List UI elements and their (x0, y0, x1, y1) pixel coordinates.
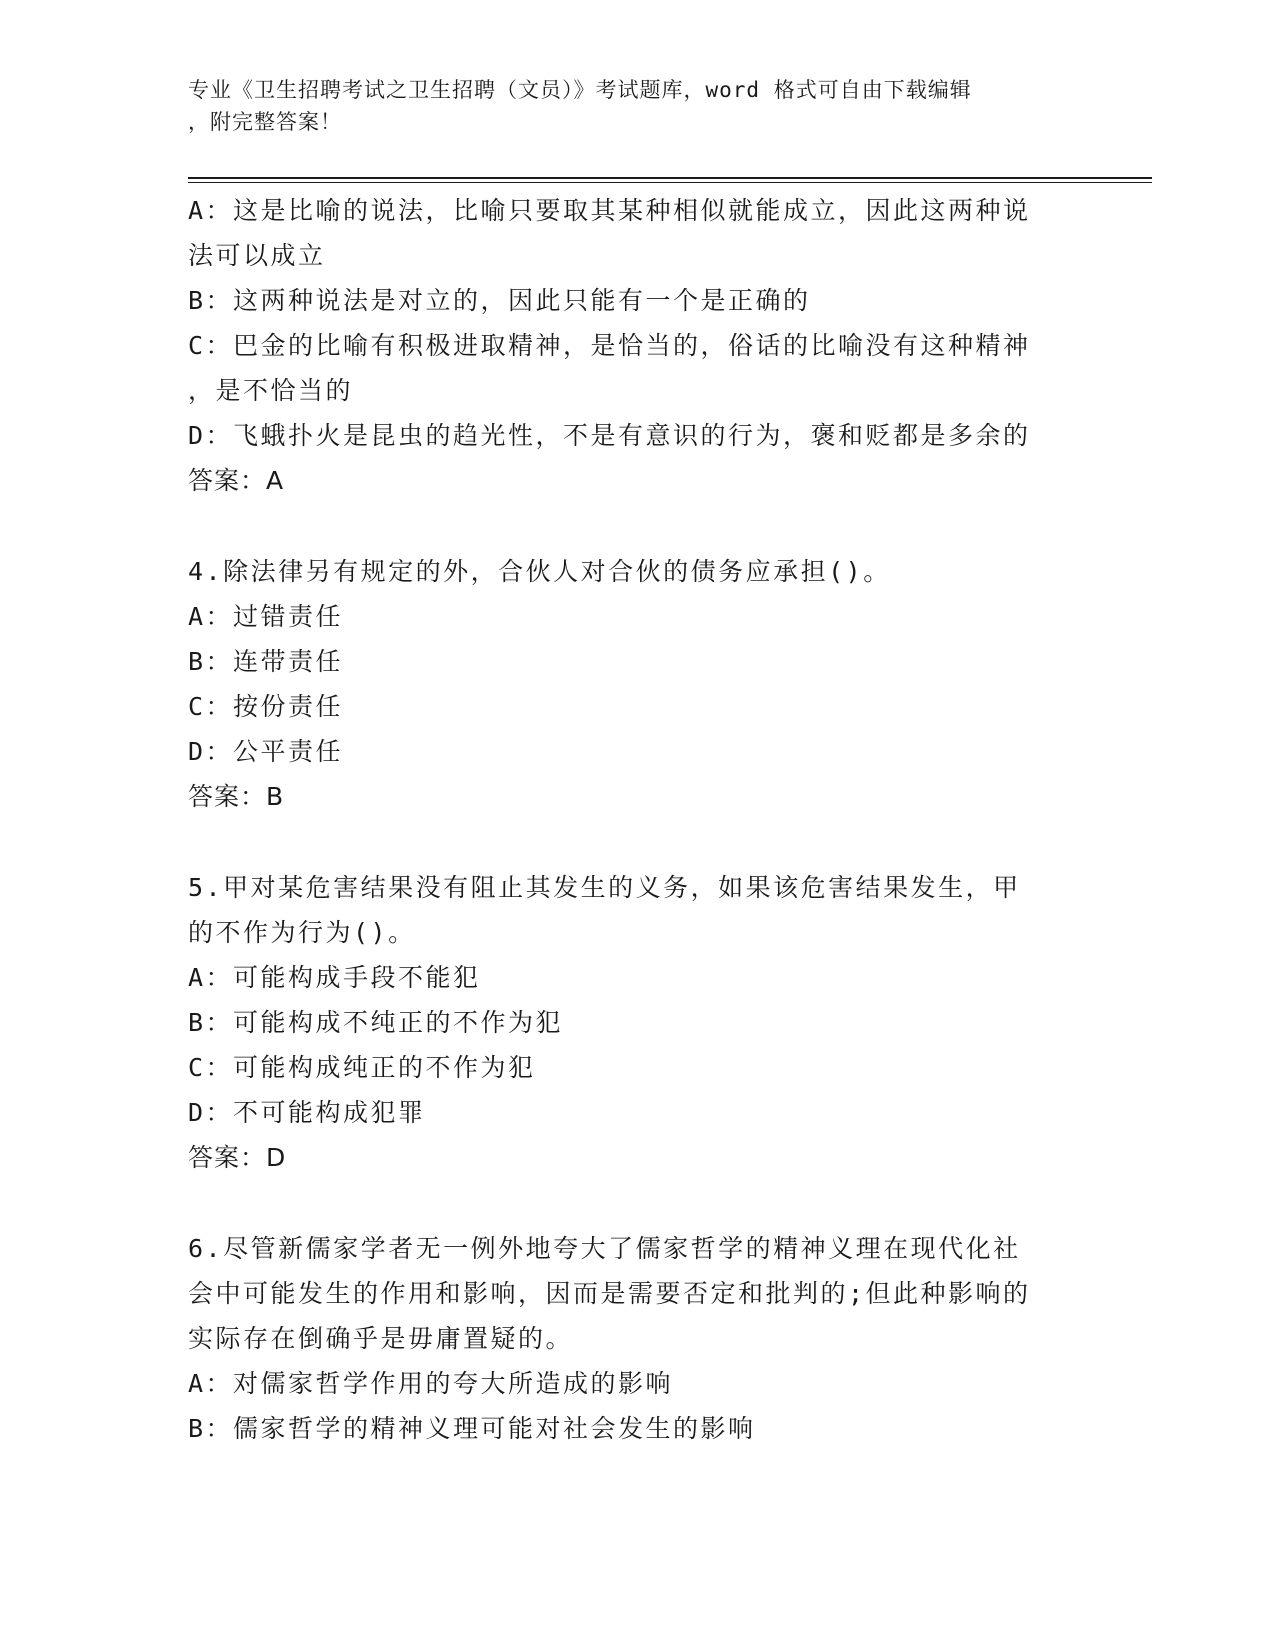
question-block-6 (188, 1226, 1088, 1451)
option-line: B：可能构成不纯正的不作为犯 (188, 1008, 564, 1037)
question-text: 会中可能发生的作用和影响，因而是需要否定和批判的;但此种影响的 (188, 1279, 1031, 1308)
option-line: B：儒家哲学的精神义理可能对社会发生的影响 (188, 1414, 756, 1443)
spacer (188, 503, 1088, 549)
option-line: A：这是比喻的说法，比喻只要取其某种相似就能成立，因此这两种说 (188, 196, 1031, 225)
document-header: 专业《卫生招聘考试之卫生招聘（文员）》考试题库，word 格式可自由下载编辑 ，附完整答案！ (188, 78, 972, 134)
question-block-5 (188, 865, 1088, 1180)
option-line: A：过错责任 (188, 602, 344, 631)
option-line: 法可以成立 (188, 241, 326, 270)
question-text: 实际存在倒确乎是毋庸置疑的。 (188, 1324, 574, 1353)
question-text: 4.除法律另有规定的外，合伙人对合伙的债务应承担()。 (188, 557, 891, 586)
question-text: 的不作为行为()。 (188, 918, 416, 947)
answer-line: 答案：B (188, 782, 285, 811)
option-line: D：公平责任 (188, 737, 344, 766)
option-line: D：飞蛾扑火是昆虫的趋光性，不是有意识的行为，褒和贬都是多余的 (188, 421, 1031, 450)
question-list (188, 188, 1088, 1451)
question-block-4 (188, 549, 1088, 819)
option-line: C：巴金的比喻有积极进取精神，是恰当的，俗话的比喻没有这种精神 (188, 331, 1031, 360)
question-text: 5.甲对某危害结果没有阻止其发生的义务，如果该危害结果发生，甲 (188, 873, 1021, 902)
option-line: ，是不恰当的 (188, 376, 354, 405)
option-line: B：连带责任 (188, 647, 344, 676)
answer-line: 答案：D (188, 1143, 287, 1172)
header-divider-bottom (188, 182, 1152, 183)
header-divider-top (188, 177, 1152, 179)
spacer (188, 819, 1088, 865)
option-line: C：按份责任 (188, 692, 344, 721)
option-line: A：可能构成手段不能犯 (188, 963, 481, 992)
option-line: B：这两种说法是对立的，因此只能有一个是正确的 (188, 286, 811, 315)
option-line: A：对儒家哲学作用的夸大所造成的影响 (188, 1369, 674, 1398)
spacer (188, 1180, 1088, 1226)
answer-line: 答案：A (188, 466, 285, 495)
option-line: D：不可能构成犯罪 (188, 1098, 426, 1127)
question-text: 6.尽管新儒家学者无一例外地夸大了儒家哲学的精神义理在现代化社 (188, 1234, 1021, 1263)
option-line: C：可能构成纯正的不作为犯 (188, 1053, 536, 1082)
question-block-3 (188, 188, 1088, 503)
